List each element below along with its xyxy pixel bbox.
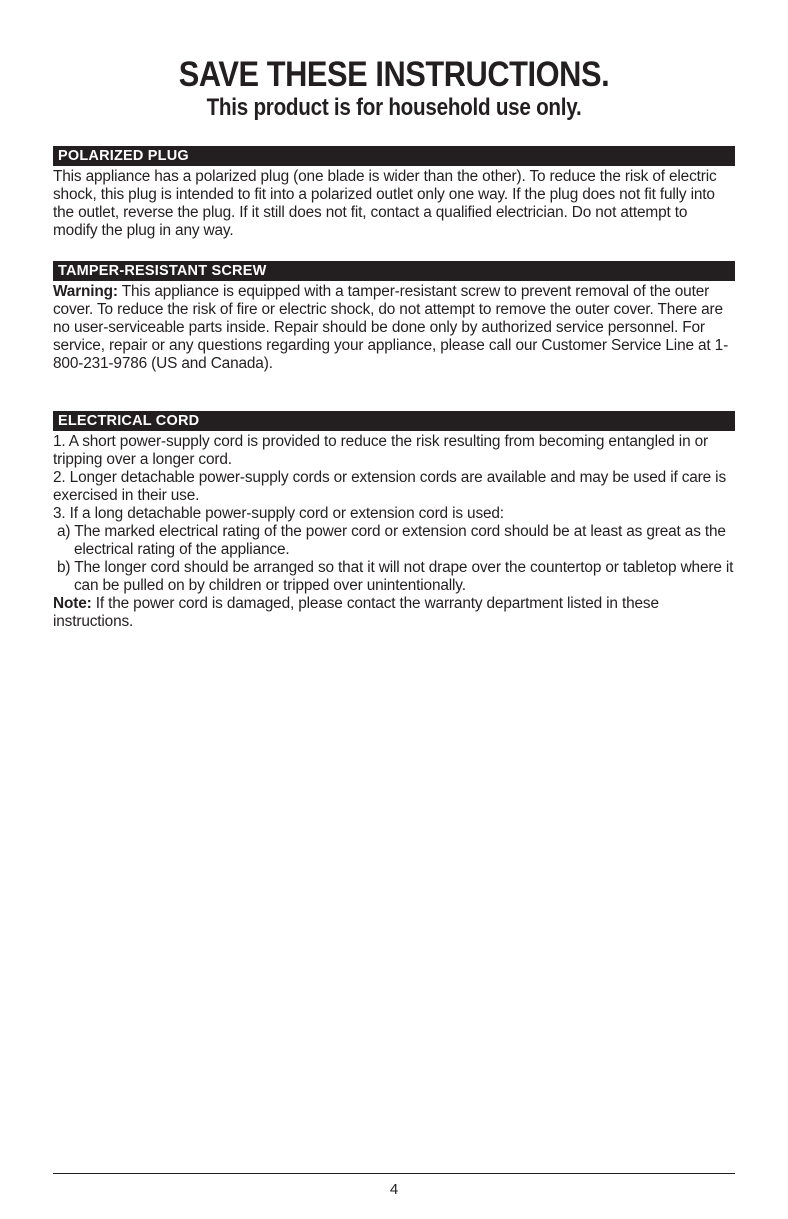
section-polarized-plug	[53, 146, 735, 240]
section-heading-polarized-plug: POLARIZED PLUG	[53, 146, 735, 166]
cord-sub-item-b: b) The longer cord should be arranged so that it will not drape over the countertop or tabletop where it can be pulled on by children or tripped over unintentionally.	[57, 559, 734, 594]
warning-text: This appliance is equipped with a tamper-resistant screw to prevent removal of the outer cover. To reduce the risk of fire or electric shock, do not attempt to remove the outer cover. There are no user-serviceable parts inside. Repair should be done only by authorized service personnel. For service, repair or any questions regarding your appliance, please call our Customer Service Line at 1-800-231-9786 (US and Canada).	[53, 283, 729, 372]
cord-note	[53, 595, 735, 631]
section-electrical-cord	[53, 411, 735, 631]
note-label: Note:	[53, 595, 92, 612]
note-text: If the power cord is damaged, please contact the warranty department listed in these instructions.	[53, 595, 659, 630]
page-subtitle: This product is for household use only.	[206, 94, 582, 121]
page-number: 4	[389, 1181, 399, 1198]
warning-label: Warning:	[53, 283, 118, 300]
manual-page	[53, 0, 735, 1219]
section-heading-tamper-resistant-screw: TAMPER-RESISTANT SCREW	[53, 261, 735, 281]
section-heading-electrical-cord: ELECTRICAL CORD	[53, 411, 735, 431]
tamper-screw-paragraph	[53, 283, 735, 373]
page-title: SAVE THESE INSTRUCTIONS.	[178, 55, 610, 94]
electrical-cord-text	[53, 433, 735, 631]
cord-item-1: 1. A short power-supply cord is provided to reduce the risk resulting from becoming entangled in or tripping over a longer cord.	[53, 433, 708, 468]
tamper-screw-text	[53, 283, 735, 373]
section-tamper-resistant-screw	[53, 261, 735, 373]
cord-item-3: 3. If a long detachable power-supply cord or extension cord is used:	[53, 505, 504, 522]
polarized-plug-text	[53, 168, 735, 240]
cord-item-2: 2. Longer detachable power-supply cords or extension cords are available and may be used if care is exercised in their use.	[53, 469, 726, 504]
footer-divider	[53, 1173, 735, 1174]
cord-sub-item-a: a) The marked electrical rating of the power cord or extension cord should be at least as great as the electrical rating of the appliance.	[57, 523, 726, 558]
polarized-plug-paragraph: This appliance has a polarized plug (one blade is wider than the other). To reduce the risk of electric shock, this plug is intended to fit into a polarized outlet only one way. If the plug does not fit fully into the outlet, reverse the plug. If it still does not fit, contact a qualified electrician. Do not attempt to modify the plug in any way.	[53, 168, 717, 239]
